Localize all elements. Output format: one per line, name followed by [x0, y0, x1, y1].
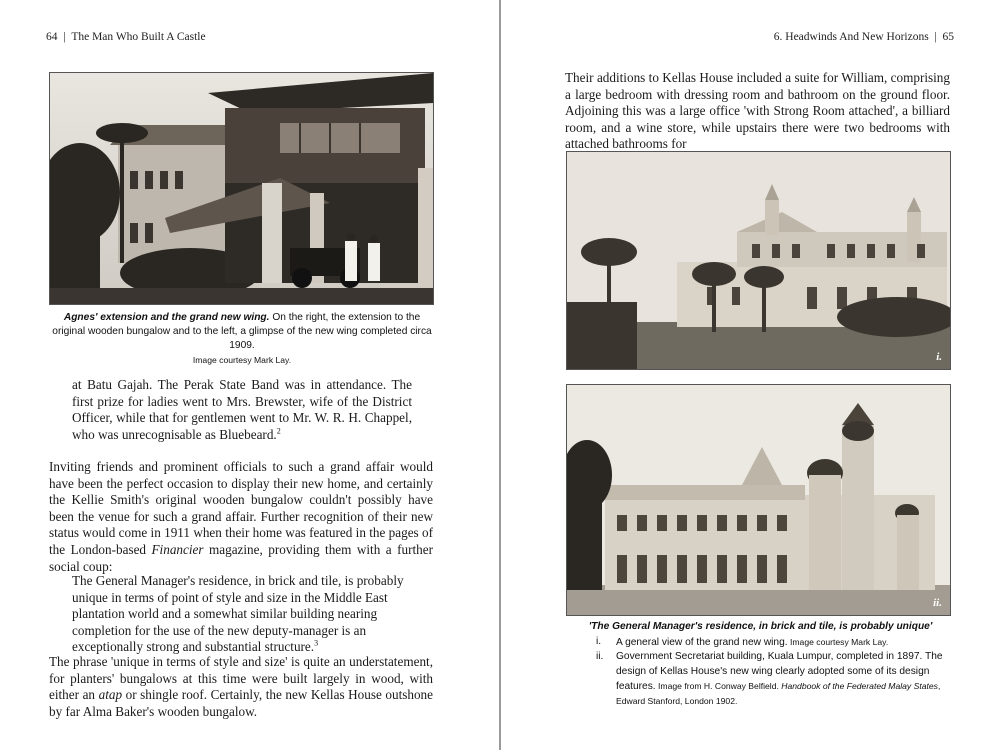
para-text-end: magazine, providing them with a further social coup: [49, 541, 433, 574]
item-credit-end: , Edward Stanford, London 1902. [616, 680, 941, 707]
kellas-wing-photo [566, 151, 951, 370]
intro-text: Their additions to Kellas House included a suite for William, comprising a large bedroom with dressing room and bathroom on the ground floor. Adjoining this was a large office 'with Strong Room attached', a billiard room, and a wine store, while upstairs there were two bedrooms with attached bathrooms for [565, 70, 950, 152]
quote-text: The General Manager's residence, in brick and tile, is probably unique in terms of point of style and size in the Middle East plantation world and a somewhat similar building nearing completion for the use of the new deputy-manager is an exceptionally strong and substantial structure. [72, 573, 404, 655]
page-number: 65 [942, 31, 954, 43]
page-number: 64 [46, 31, 58, 43]
chapter-title: 6. Headwinds And New Horizons [773, 31, 929, 43]
caption-credit: Image courtesy Mark Lay. [192, 355, 292, 365]
photo-caption [52, 311, 432, 368]
indented-text: at Batu Gajah. The Perak State Band was in attendance. The first prize for ladies went to Mrs. Brewster, wife of the District Officer, while that for gentlemen went to Mr. W. R. H. Chappel, who was unrecognisable as Bluebeard. [72, 377, 412, 442]
item-number: i. [596, 636, 602, 648]
photo-label: ii. [933, 597, 942, 609]
indented-paragraph [72, 377, 412, 443]
body-paragraph [49, 459, 433, 575]
block-quote [72, 573, 412, 656]
separator: | [934, 31, 937, 43]
separator: | [63, 31, 66, 43]
caption-lead: Agnes' extension and the grand new wing. [63, 312, 270, 323]
caption-text: On the right, the extension to the original wooden bungalow and to the left, a glimpse of the new wing completed circa 1909. [52, 312, 432, 351]
bungalow-photo [49, 72, 434, 305]
para-text: Inviting friends and prominent officials to such a grand affair would have been the perfect occasion to display their new home, and certainly the Kellie Smith's original wooden bungalow couldn't possibly have been the venue for such a grand affair. Further recognition of their new status would come in 1911 when their home was featured in the pages of the London-based [49, 459, 433, 557]
left-running-head [46, 31, 206, 43]
right-page [501, 0, 1000, 750]
caption-lead: 'The General Manager's residence, in brick and tile, is probably unique' [588, 621, 933, 632]
secretariat-photo [566, 384, 951, 616]
footnote-ref[interactable]: 2 [276, 426, 281, 436]
para-text: The phrase 'unique in terms of style and size' is quite an understatement, for planters' bungalows at this time were built largely in wood, with either an [49, 654, 433, 703]
photo-caption-list [588, 620, 949, 709]
caption-item [594, 635, 949, 650]
body-paragraph [49, 654, 433, 720]
item-number: ii. [596, 651, 604, 663]
item-text: Government Secretariat building, Kuala Lumpur, completed in 1897. The design of Kellas House's new wing clearly adopted some of its design features. [616, 651, 943, 692]
italic-term: atap [98, 687, 123, 703]
footnote-ref[interactable]: 3 [314, 638, 319, 648]
intro-paragraph [565, 70, 950, 153]
item-credit: Image courtesy Mark Lay. [787, 637, 889, 648]
left-page [0, 0, 499, 750]
caption-item [594, 650, 949, 709]
para-text-end: or shingle roof. Certainly, the new Kellas House outshone by far Alma Baker's wooden bungalow. [49, 687, 434, 719]
item-credit: Image from H. Conway Belfield. [655, 680, 782, 691]
magazine-name: Financier [151, 541, 204, 557]
photo-label: i. [936, 351, 942, 363]
right-running-head [774, 31, 954, 43]
book-title: The Man Who Built A Castle [71, 31, 206, 43]
item-text: A general view of the grand new wing. [616, 637, 788, 649]
item-credit-title: Handbook of the Federated Malay States [781, 680, 938, 691]
